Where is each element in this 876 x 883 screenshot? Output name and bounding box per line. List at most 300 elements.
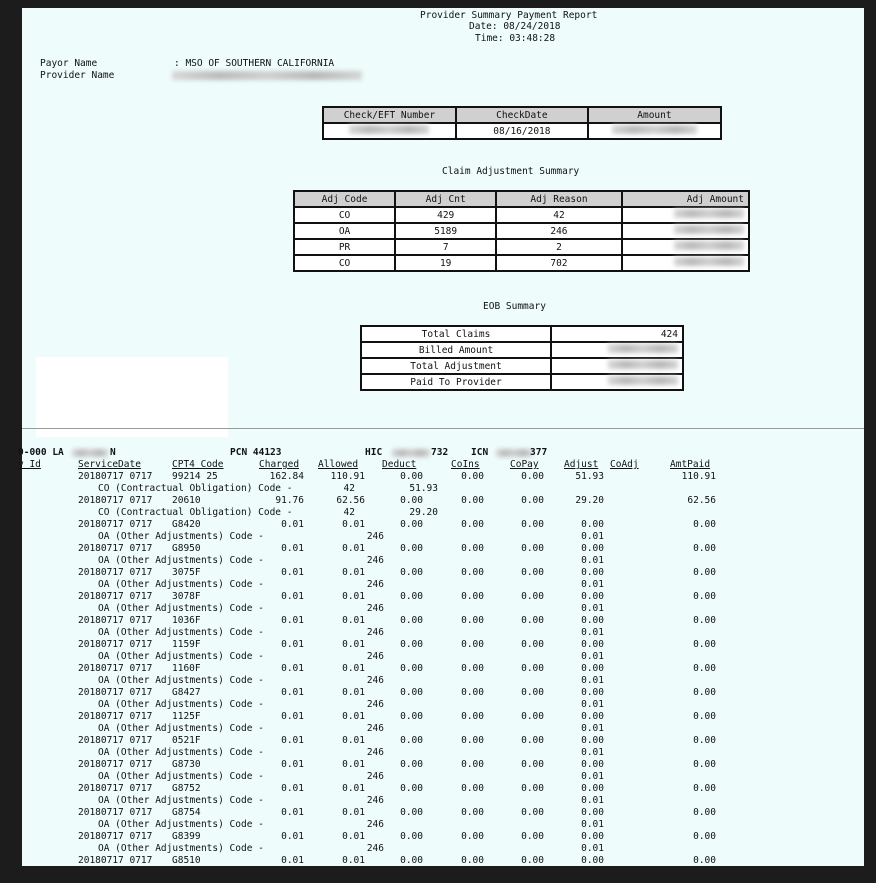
report-date: Date: 08/24/2018: [469, 21, 561, 32]
col-charged: Charged: [259, 459, 300, 470]
cpt4-code: G8950: [172, 543, 201, 554]
cpt4-code: G8427: [172, 687, 201, 698]
allowed-value: 0.01: [342, 639, 365, 650]
paid-to-provider-redacted: [608, 376, 678, 385]
report-page: [18, 8, 864, 866]
deduct-value: 0.00: [400, 567, 423, 578]
allowed-value: 0.01: [342, 591, 365, 602]
cpt4-code: 99214 25: [172, 471, 218, 482]
copay-value: 0.00: [521, 759, 544, 770]
copay-value: 0.00: [521, 687, 544, 698]
hic-label: HIC: [365, 447, 383, 458]
col-copay: CoPay: [510, 459, 539, 470]
cpt4-code: 3078F: [172, 591, 201, 602]
charged-value: 0.01: [281, 519, 304, 530]
adjust-value: 0.00: [581, 807, 604, 818]
adjust-value: 0.00: [581, 639, 604, 650]
coins-value: 0.00: [461, 615, 484, 626]
service-line: [22, 663, 864, 675]
amtpaid-value: 0.00: [693, 519, 716, 530]
pcn-value: PCN 44123: [230, 447, 282, 458]
adjustment-line: [22, 651, 864, 663]
deduct-value: 0.00: [400, 495, 423, 506]
hic-redacted: [392, 449, 430, 457]
service-line: [22, 591, 864, 603]
service-line: [22, 519, 864, 531]
adjust-value: 0.00: [581, 543, 604, 554]
adjust-value: 0.00: [581, 567, 604, 578]
charged-value: 0.01: [281, 567, 304, 578]
adjust-value: 0.01: [581, 771, 604, 782]
allowed-value: 0.01: [342, 663, 365, 674]
service-date: 20180717 0717: [78, 687, 153, 698]
service-line: [22, 471, 864, 483]
allowed-value: 0.01: [342, 543, 365, 554]
payor-name-value: : MSO OF SOUTHERN CALIFORNIA: [174, 58, 335, 69]
adjustment-desc: OA (Other Adjustments) Code -: [98, 819, 264, 830]
deduct-value: 0.00: [400, 735, 423, 746]
eob-summary-table: [360, 325, 684, 391]
deduct-value: 0.00: [400, 759, 423, 770]
check-number-redacted: [349, 125, 429, 134]
amtpaid-value: 0.00: [693, 807, 716, 818]
service-date: 20180717 0717: [78, 783, 153, 794]
section-divider: [22, 428, 864, 429]
icn-end: 377: [530, 447, 548, 458]
adjustment-desc: OA (Other Adjustments) Code -: [98, 531, 264, 542]
table-row: [361, 326, 683, 342]
amtpaid-value: 0.00: [693, 615, 716, 626]
allowed-value: 0.01: [342, 567, 365, 578]
table-row: [294, 223, 749, 239]
coins-value: 0.00: [461, 855, 484, 866]
table-row: [361, 342, 683, 358]
service-date: 20180717 0717: [78, 519, 153, 530]
adj-cnt: 5189: [395, 223, 496, 239]
billed-amount-redacted: [608, 344, 678, 353]
adjustment-line: [22, 507, 864, 519]
charged-value: 162.84: [269, 471, 304, 482]
adjustment-line: [22, 483, 864, 495]
service-line: [22, 495, 864, 507]
adjustment-code: 246: [366, 843, 384, 854]
adjust-value: 0.01: [581, 555, 604, 566]
service-date: 20180717 0717: [78, 471, 153, 482]
allowed-value: 0.01: [342, 783, 365, 794]
eob-label: Paid To Provider: [361, 374, 551, 390]
adjustment-line: [22, 675, 864, 687]
allowed-value: 0.01: [342, 807, 365, 818]
amtpaid-value: 62.56: [687, 495, 716, 506]
adjust-value: 0.01: [581, 651, 604, 662]
col-amtpaid: AmtPaid: [670, 459, 711, 470]
adjustment-code: 246: [366, 675, 384, 686]
adj-code: OA: [294, 223, 395, 239]
coins-value: 0.00: [461, 543, 484, 554]
claim-id-redacted: [72, 449, 108, 457]
adjust-value: 0.01: [581, 699, 604, 710]
allowed-value: 0.01: [342, 711, 365, 722]
adjustment-line: [22, 843, 864, 855]
cpt4-code: G8510: [172, 855, 201, 866]
adj-amount-redacted: [674, 241, 744, 250]
charged-value: 0.01: [281, 831, 304, 842]
deduct-value: 0.00: [400, 831, 423, 842]
adjustment-code: 246: [366, 771, 384, 782]
copay-value: 0.00: [521, 519, 544, 530]
adjust-value: 29.20: [575, 495, 604, 506]
adjustment-desc: OA (Other Adjustments) Code -: [98, 795, 264, 806]
adjustment-code: 246: [366, 723, 384, 734]
adj-reason: 246: [496, 223, 621, 239]
adjustment-desc: OA (Other Adjustments) Code -: [98, 651, 264, 662]
copay-value: 0.00: [521, 543, 544, 554]
adjustment-code: 246: [366, 627, 384, 638]
deduct-value: 0.00: [400, 711, 423, 722]
adjust-value: 0.01: [581, 819, 604, 830]
coins-value: 0.00: [461, 471, 484, 482]
charged-value: 0.01: [281, 759, 304, 770]
adj-cnt: 7: [395, 239, 496, 255]
coins-value: 0.00: [461, 735, 484, 746]
service-line: [22, 543, 864, 555]
table-row: [294, 255, 749, 271]
service-date: 20180717 0717: [78, 663, 153, 674]
adjustment-line: [22, 819, 864, 831]
service-line: [22, 735, 864, 747]
charged-value: 0.01: [281, 807, 304, 818]
adjust-value: 0.01: [581, 747, 604, 758]
coins-value: 0.00: [461, 807, 484, 818]
deduct-value: 0.00: [400, 615, 423, 626]
service-date: 20180717 0717: [78, 543, 153, 554]
adjustment-code: 246: [366, 699, 384, 710]
allowed-value: 0.01: [342, 855, 365, 866]
adjust-value: 0.00: [581, 831, 604, 842]
adjust-value: 0.01: [581, 603, 604, 614]
coins-value: 0.00: [461, 687, 484, 698]
cpt4-code: 1036F: [172, 615, 201, 626]
table-row: [294, 207, 749, 223]
service-date: 20180717 0717: [78, 855, 153, 866]
adj-reason: 702: [496, 255, 621, 271]
adjustment-code: 42: [343, 507, 355, 518]
check-table: [322, 106, 722, 140]
check-date-value: 08/16/2018: [456, 123, 588, 139]
cpt4-code: 0521F: [172, 735, 201, 746]
adjustment-desc: OA (Other Adjustments) Code -: [98, 771, 264, 782]
service-line: [22, 831, 864, 843]
charged-value: 0.01: [281, 639, 304, 650]
adj-code-header: Adj Code: [294, 191, 395, 207]
col-cpt4: CPT4 Code: [172, 459, 224, 470]
copay-value: 0.00: [521, 855, 544, 866]
col-servicedate: ServiceDate: [78, 459, 141, 470]
adjustment-line: [22, 555, 864, 567]
adj-reason-header: Adj Reason: [496, 191, 621, 207]
service-date: 20180717 0717: [78, 807, 153, 818]
amtpaid-value: 0.00: [693, 855, 716, 866]
charged-value: 0.01: [281, 591, 304, 602]
allowed-value: 0.01: [342, 735, 365, 746]
deduct-value: 0.00: [400, 639, 423, 650]
service-date: 20180717 0717: [78, 759, 153, 770]
amtpaid-value: 0.00: [693, 639, 716, 650]
allowed-value: 0.01: [342, 687, 365, 698]
adj-reason: 2: [496, 239, 621, 255]
eob-summary-title: EOB Summary: [483, 301, 546, 312]
provider-name-redacted: [172, 71, 362, 80]
adjustment-desc: OA (Other Adjustments) Code -: [98, 579, 264, 590]
coins-value: 0.00: [461, 567, 484, 578]
adjustment-line: [22, 603, 864, 615]
charged-value: 0.01: [281, 687, 304, 698]
adjustment-line: [22, 531, 864, 543]
adj-amount-header: Adj Amount: [622, 191, 749, 207]
total-claims-value: 424: [551, 326, 683, 342]
amtpaid-value: 0.00: [693, 591, 716, 602]
adj-code: CO: [294, 207, 395, 223]
adjustment-code: 246: [366, 795, 384, 806]
provider-name-label: Provider Name: [40, 70, 115, 81]
allowed-value: 0.01: [342, 615, 365, 626]
service-line: [22, 807, 864, 819]
payor-name-label: Payor Name: [40, 58, 98, 69]
charged-value: 0.01: [281, 615, 304, 626]
service-line: [22, 783, 864, 795]
adjustment-desc: OA (Other Adjustments) Code -: [98, 843, 264, 854]
charged-value: 0.01: [281, 543, 304, 554]
charged-value: 0.01: [281, 735, 304, 746]
amtpaid-value: 0.00: [693, 543, 716, 554]
column-header-row: [18, 459, 864, 471]
cpt4-code: G8752: [172, 783, 201, 794]
adjustment-desc: OA (Other Adjustments) Code -: [98, 603, 264, 614]
icn-label: ICN: [471, 447, 489, 458]
adjustment-line: [22, 723, 864, 735]
allowed-value: 0.01: [342, 519, 365, 530]
coins-value: 0.00: [461, 639, 484, 650]
total-adjustment-redacted: [608, 360, 678, 369]
amtpaid-value: 0.00: [693, 711, 716, 722]
table-row: [294, 239, 749, 255]
coins-value: 0.00: [461, 783, 484, 794]
copay-value: 0.00: [521, 495, 544, 506]
deduct-value: 0.00: [400, 663, 423, 674]
adjust-value: 0.01: [581, 843, 604, 854]
coins-value: 0.00: [461, 711, 484, 722]
col-coadj: CoAdj: [610, 459, 639, 470]
claim-id-end: N: [110, 447, 116, 458]
service-line: [22, 711, 864, 723]
amtpaid-value: 0.00: [693, 567, 716, 578]
copay-value: 0.00: [521, 615, 544, 626]
cpt4-code: G8754: [172, 807, 201, 818]
amtpaid-value: 0.00: [693, 663, 716, 674]
adj-amount-redacted: [674, 225, 744, 234]
coins-value: 0.00: [461, 591, 484, 602]
claim-id-start: 0-000 LA: [18, 447, 64, 458]
adjust-value: 0.00: [581, 615, 604, 626]
service-line: [22, 759, 864, 771]
adjust-value: 0.01: [581, 531, 604, 542]
deduct-value: 0.00: [400, 807, 423, 818]
deduct-value: 0.00: [400, 855, 423, 866]
table-row: [361, 358, 683, 374]
cpt4-code: 3075F: [172, 567, 201, 578]
copay-value: 0.00: [521, 831, 544, 842]
adjust-value: 0.00: [581, 759, 604, 770]
deduct-value: 0.00: [400, 591, 423, 602]
check-date-header: CheckDate: [456, 107, 588, 123]
charged-value: 91.76: [275, 495, 304, 506]
allowed-value: 0.01: [342, 831, 365, 842]
adjustment-amount: 29.20: [409, 507, 438, 518]
copay-value: 0.00: [521, 663, 544, 674]
col-svid: v Id: [18, 459, 41, 470]
service-date: 20180717 0717: [78, 711, 153, 722]
check-number-header: Check/EFT Number: [323, 107, 456, 123]
coins-value: 0.00: [461, 759, 484, 770]
copay-value: 0.00: [521, 639, 544, 650]
adjust-value: 0.00: [581, 687, 604, 698]
adjustment-desc: CO (Contractual Obligation) Code -: [98, 507, 293, 518]
col-allowed: Allowed: [318, 459, 359, 470]
amtpaid-value: 110.91: [681, 471, 716, 482]
adjust-value: 0.00: [581, 591, 604, 602]
amount-redacted: [612, 125, 697, 134]
cpt4-code: 1160F: [172, 663, 201, 674]
deduct-value: 0.00: [400, 543, 423, 554]
icn-redacted: [496, 449, 532, 457]
eob-label: Total Claims: [361, 326, 551, 342]
adjust-value: 0.00: [581, 711, 604, 722]
cpt4-code: 1125F: [172, 711, 201, 722]
adjust-value: 0.00: [581, 855, 604, 866]
adjustment-desc: OA (Other Adjustments) Code -: [98, 699, 264, 710]
white-redaction-box: [36, 357, 228, 437]
service-date: 20180717 0717: [78, 615, 153, 626]
adjustment-desc: OA (Other Adjustments) Code -: [98, 555, 264, 566]
adjustment-summary-table: [293, 190, 750, 272]
coins-value: 0.00: [461, 519, 484, 530]
adjust-value: 0.00: [581, 519, 604, 530]
adjustment-line: [22, 771, 864, 783]
service-line: [22, 855, 864, 867]
coins-value: 0.00: [461, 495, 484, 506]
eob-label: Total Adjustment: [361, 358, 551, 374]
adjustment-desc: OA (Other Adjustments) Code -: [98, 747, 264, 758]
claim-header-line: [18, 447, 864, 459]
cpt4-code: G8399: [172, 831, 201, 842]
copay-value: 0.00: [521, 711, 544, 722]
service-date: 20180717 0717: [78, 567, 153, 578]
adjustment-line: [22, 795, 864, 807]
adjust-value: 0.01: [581, 723, 604, 734]
adjustment-code: 246: [366, 651, 384, 662]
adjust-value: 0.00: [581, 735, 604, 746]
copay-value: 0.00: [521, 471, 544, 482]
amtpaid-value: 0.00: [693, 831, 716, 842]
service-date: 20180717 0717: [78, 495, 153, 506]
adjust-value: 0.00: [581, 663, 604, 674]
deduct-value: 0.00: [400, 687, 423, 698]
adjust-value: 0.01: [581, 675, 604, 686]
adjustment-code: 246: [366, 555, 384, 566]
adjustment-line: [22, 699, 864, 711]
adjustment-desc: OA (Other Adjustments) Code -: [98, 675, 264, 686]
amtpaid-value: 0.00: [693, 687, 716, 698]
adj-code: PR: [294, 239, 395, 255]
amtpaid-value: 0.00: [693, 735, 716, 746]
adjustment-line: [22, 747, 864, 759]
adjustment-desc: OA (Other Adjustments) Code -: [98, 627, 264, 638]
adjustment-desc: OA (Other Adjustments) Code -: [98, 723, 264, 734]
coins-value: 0.00: [461, 831, 484, 842]
allowed-value: 0.01: [342, 759, 365, 770]
copay-value: 0.00: [521, 807, 544, 818]
adjustment-line: [22, 579, 864, 591]
deduct-value: 0.00: [400, 519, 423, 530]
service-date: 20180717 0717: [78, 591, 153, 602]
report-time: Time: 03:48:28: [475, 33, 556, 44]
copay-value: 0.00: [521, 735, 544, 746]
copay-value: 0.00: [521, 783, 544, 794]
amtpaid-value: 0.00: [693, 759, 716, 770]
copay-value: 0.00: [521, 567, 544, 578]
charged-value: 0.01: [281, 783, 304, 794]
adjustment-desc: CO (Contractual Obligation) Code -: [98, 483, 293, 494]
service-date: 20180717 0717: [78, 735, 153, 746]
service-date: 20180717 0717: [78, 639, 153, 650]
copay-value: 0.00: [521, 591, 544, 602]
adj-amount-redacted: [674, 257, 744, 266]
amtpaid-value: 0.00: [693, 783, 716, 794]
adjustment-summary-title: Claim Adjustment Summary: [442, 166, 580, 177]
adjustment-code: 246: [366, 747, 384, 758]
adj-amount-redacted: [674, 209, 744, 218]
charged-value: 0.01: [281, 855, 304, 866]
cpt4-code: 20610: [172, 495, 201, 506]
adjustment-code: 246: [366, 531, 384, 542]
amount-header: Amount: [588, 107, 721, 123]
adj-cnt: 429: [395, 207, 496, 223]
service-line: [22, 687, 864, 699]
service-line: [22, 639, 864, 651]
service-line: [22, 567, 864, 579]
report-title: Provider Summary Payment Report: [420, 10, 598, 21]
deduct-value: 0.00: [400, 471, 423, 482]
adjust-value: 51.93: [575, 471, 604, 482]
adjust-value: 0.00: [581, 783, 604, 794]
charged-value: 0.01: [281, 663, 304, 674]
cpt4-code: G8730: [172, 759, 201, 770]
adjustment-amount: 51.93: [409, 483, 438, 494]
adj-reason: 42: [496, 207, 621, 223]
service-date: 20180717 0717: [78, 831, 153, 842]
table-row: [361, 374, 683, 390]
adjustment-code: 246: [366, 603, 384, 614]
adj-cnt-header: Adj Cnt: [395, 191, 496, 207]
adjust-value: 0.01: [581, 579, 604, 590]
adj-code: CO: [294, 255, 395, 271]
allowed-value: 110.91: [330, 471, 365, 482]
charged-value: 0.01: [281, 711, 304, 722]
eob-label: Billed Amount: [361, 342, 551, 358]
allowed-value: 62.56: [336, 495, 365, 506]
deduct-value: 0.00: [400, 783, 423, 794]
coins-value: 0.00: [461, 663, 484, 674]
